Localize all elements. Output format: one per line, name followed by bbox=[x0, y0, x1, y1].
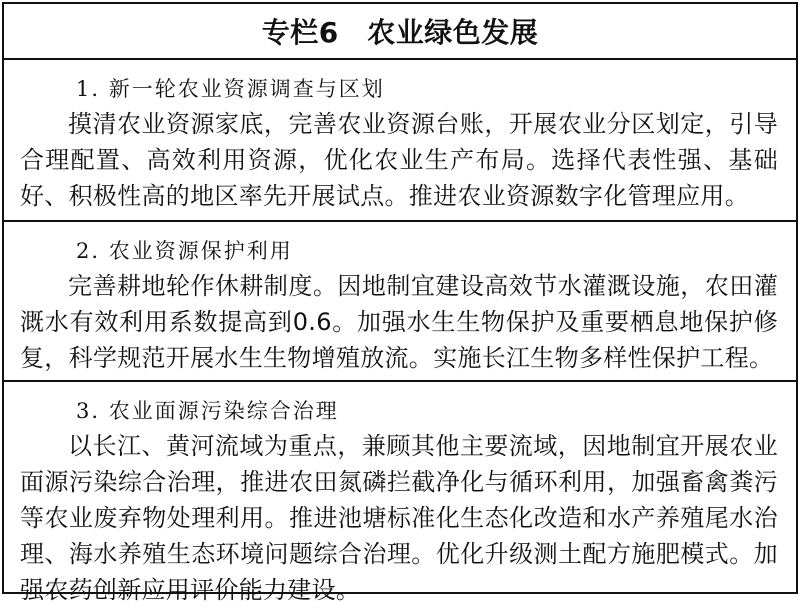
section-body: 完善耕地轮作休耕制度。因地制宜建设高效节水灌溉设施，农田灌溉水有效利用系数提高到0.6。加强水生生物保护及重要栖息地保护修复，科学规范开展水生生物增殖放流。实施长江生物多样性保护工程。 bbox=[20, 272, 778, 372]
section-body: 摸清农业资源家底，完善农业资源台账，开展农业分区划定，引导合理配置、高效利用资源，优化农业生产布局。选择代表性强、基础好、积极性高的地区率先开展试点。推进农业资源数字化管理应用。 bbox=[20, 110, 778, 210]
column-box bbox=[2, 2, 798, 604]
section-resource-protection bbox=[4, 222, 796, 382]
section-heading: 2. 农业资源保护利用 bbox=[76, 239, 293, 263]
column-header bbox=[4, 4, 796, 60]
section-heading: 1. 新一轮农业资源调查与区划 bbox=[76, 77, 385, 101]
section-body: 以长江、黄河流域为重点，兼顾其他主要流域，因地制宜开展农业面源污染综合治理，推进农田氮磷拦截净化与循环利用，加强畜禽粪污等农业废弃物处理利用。推进池塘标准化生态化改造和水产养殖尾水治理、海水养殖生态环境问题综合治理。优化升级测土配方施肥模式。加强农药创新应用评价能力建设。 bbox=[20, 432, 778, 604]
section-heading: 3. 农业面源污染综合治理 bbox=[76, 399, 339, 423]
section-pollution-control bbox=[4, 382, 796, 604]
section-resource-survey bbox=[4, 60, 796, 222]
column-title: 专栏6 农业绿色发展 bbox=[261, 16, 539, 49]
